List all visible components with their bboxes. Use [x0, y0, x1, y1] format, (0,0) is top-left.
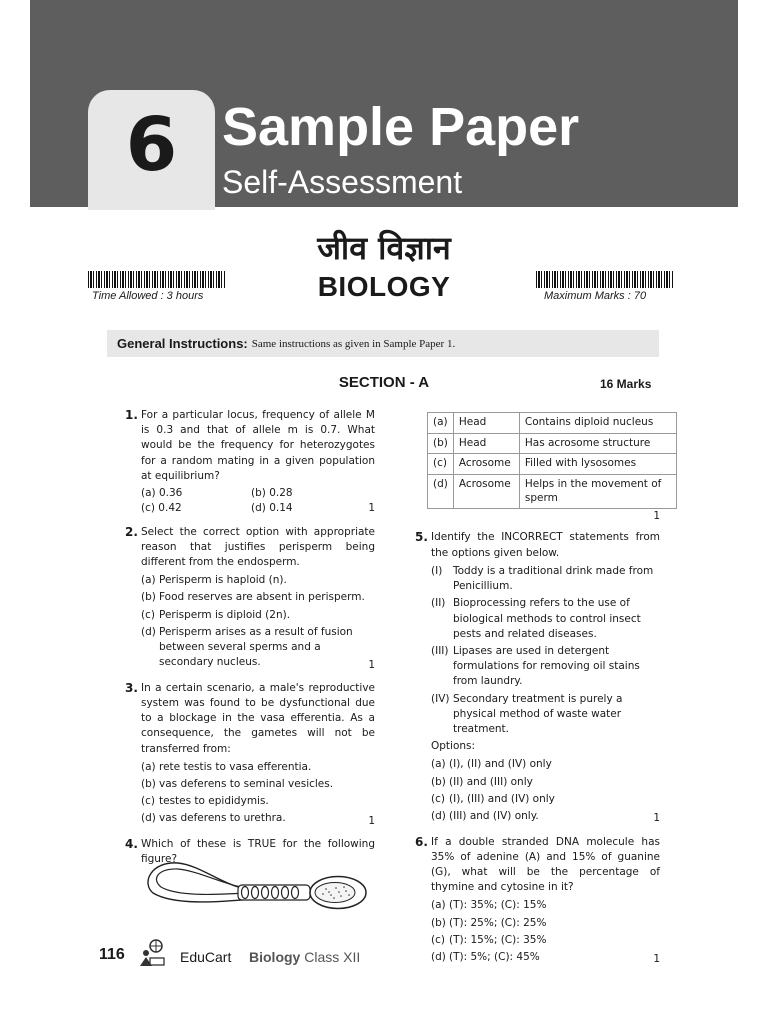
- option-d: (d) (T): 5%; (C): 45%: [431, 951, 540, 964]
- question-5: [410, 530, 660, 826]
- option-c: (c) (I), (III) and (IV) only: [431, 792, 555, 805]
- question-marks: 1: [653, 812, 660, 825]
- question-marks: 1: [368, 814, 375, 827]
- paper-title: Sample Paper: [222, 97, 580, 157]
- table-row: (b) Head Has acrosome structure: [428, 433, 677, 454]
- option-d: (d) (III) and (IV) only.: [431, 810, 539, 823]
- right-column: [410, 412, 660, 976]
- figure-options-table: [427, 412, 677, 509]
- option-d: (d) 0.14: [251, 502, 293, 515]
- left-column: [120, 408, 375, 875]
- options-grid: [141, 486, 375, 516]
- question-text: In a certain scenario, a male's reproductive system was found to be dysfunctional due to a blockage in the vasa efferentia. As a consequence, the gametes will not be transferred from:: [141, 681, 375, 755]
- statement-2: (II) Bioprocessing refers to the use of biological methods to control insect pests and related diseases.: [431, 597, 641, 640]
- option-c: (c) Perisperm is diploid (2n).: [141, 608, 291, 621]
- option-b: (b) vas deferens to seminal vesicles.: [141, 778, 334, 791]
- section-marks: 16 Marks: [600, 377, 652, 391]
- question-number: 6.: [415, 834, 428, 849]
- table-row: (a) Head Contains diploid nucleus: [428, 413, 677, 434]
- general-instructions-label: General Instructions:: [117, 336, 248, 351]
- option-a: (a) rete testis to vasa efferentia.: [141, 760, 312, 773]
- section-title: SECTION - A: [338, 374, 430, 391]
- question-marks: 1: [368, 658, 375, 671]
- sperm-figure-image: [143, 853, 373, 923]
- book-class: Class XII: [304, 949, 361, 965]
- maximum-marks: Maximum Marks : 70: [544, 290, 647, 302]
- option-b: (b) Food reserves are absent in perisperm.: [141, 591, 365, 604]
- statement-4: (IV) Secondary treatment is purely a physical method of waste water treatment.: [431, 692, 623, 736]
- subject-hindi: जीव विज्ञान: [317, 229, 451, 267]
- question-1: [120, 408, 375, 517]
- book-title: [249, 949, 360, 965]
- brand-logo-text: EduCart: [180, 949, 232, 965]
- question-text: For a particular locus, frequency of allele M is 0.3 and that of allele m is 0.7. What would be the frequency for heterozygotes for a random mating in a given population at equilibrium?: [141, 409, 375, 482]
- question-3: [120, 681, 375, 829]
- subject-english: BIOLOGY: [317, 271, 451, 302]
- barcode-left: [88, 271, 226, 288]
- question-2: [120, 525, 375, 673]
- paper-number: 6: [125, 102, 178, 188]
- question-number: 3.: [125, 680, 138, 695]
- option-a: (a) (I), (II) and (IV) only: [431, 758, 552, 771]
- question-number: 4.: [125, 836, 138, 851]
- question-number: 5.: [415, 530, 428, 545]
- option-d: (d) vas deferens to urethra.: [141, 812, 286, 825]
- option-a: (a) 0.36: [141, 487, 183, 500]
- option-a: (a) (T): 35%; (C): 15%: [431, 899, 547, 912]
- page-number: 116: [99, 946, 125, 963]
- question-marks: 1: [653, 953, 660, 966]
- barcode-right: [536, 271, 674, 288]
- option-b: (b) (T): 25%; (C): 25%: [431, 916, 547, 929]
- question-text: Select the correct option with appropriate reason that justifies perisperm being different from the endosperm.: [141, 525, 375, 568]
- question-text: If a double stranded DNA molecule has 35% of adenine (A) and 15% of guanine (G), what will be the percentage of thymine and cytosine in it?: [431, 835, 660, 894]
- options-label: Options:: [431, 740, 476, 753]
- question-text: Which of these is TRUE for the following figure?: [141, 837, 375, 866]
- option-b: (b) 0.28: [251, 487, 293, 500]
- question-6: [410, 835, 660, 968]
- option-c: (c) testes to epididymis.: [141, 795, 269, 808]
- book-subject: Biology: [249, 949, 301, 965]
- paper-number-box: [88, 90, 215, 210]
- question-marks: 1: [368, 502, 375, 515]
- general-instructions-text: Same instructions as given in Sample Paper 1.: [251, 337, 456, 350]
- option-c: (c) 0.42: [141, 502, 182, 515]
- table-row: (d) Acrosome Helps in the movement of sperm: [428, 474, 677, 508]
- paper-subtitle: Self-Assessment: [222, 164, 463, 200]
- question-number: 1.: [125, 408, 138, 422]
- question-4-marks: 1: [653, 510, 660, 523]
- reader-logo-icon: [136, 938, 170, 968]
- table-row: (c) Acrosome Filled with lysosomes: [428, 454, 677, 475]
- option-d: (d) Perisperm arises as a result of fusion between several sperms and a secondary nucleus.: [141, 625, 353, 669]
- statement-3: (III) Lipases are used in detergent formulations for removing oil stains from laundry.: [431, 644, 640, 688]
- question-number: 2.: [125, 524, 138, 539]
- option-c: (c) (T): 15%; (C): 35%: [431, 933, 547, 946]
- time-allowed: Time Allowed : 3 hours: [92, 290, 204, 302]
- question-text: Identify the INCORRECT statements from the options given below.: [431, 531, 660, 559]
- statement-1: (I) Toddy is a traditional drink made from Penicillium.: [431, 564, 654, 593]
- option-a: (a) Perisperm is haploid (n).: [141, 574, 287, 587]
- option-b: (b) (II) and (III) only: [431, 775, 533, 788]
- general-instructions: [107, 330, 659, 357]
